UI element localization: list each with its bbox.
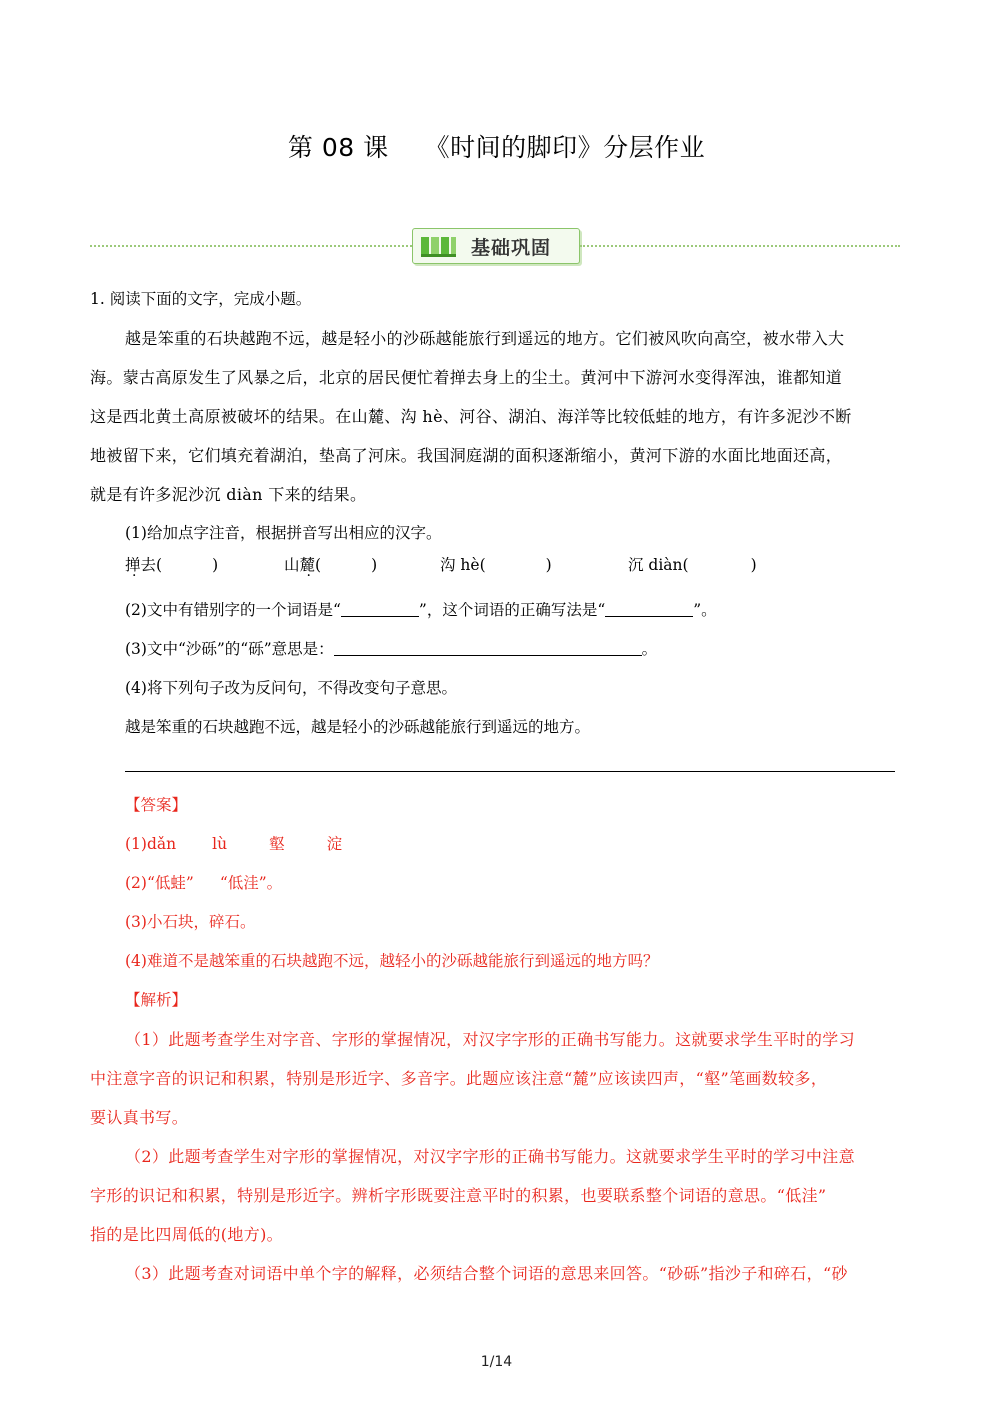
analysis-line-4: （2）此题考查学生对字形的掌握情况，对汉字字形的正确书写能力。这就要求学生平时的学习中注意	[125, 1147, 855, 1166]
pinyin-item-2: 山麓( )	[284, 556, 378, 574]
page-number: 1/14	[480, 1354, 513, 1370]
analysis-line-6: 指的是比四周低的(地方)。	[90, 1225, 284, 1244]
sub-question-2: (2)文中有错别字的一个词语是“ ”，这个词语的正确写法是“ ”。	[125, 601, 717, 619]
section-label-box	[412, 228, 580, 264]
answer-heading: 【答案】	[125, 796, 188, 814]
answer-blank-correct-word[interactable]	[605, 600, 693, 617]
passage-line-2: 海。蒙古高原发生了风暴之后，北京的居民便忙着掸去身上的尘土。黄河中下游河水变得浑浊，谁都知道	[90, 368, 843, 387]
dotted-char: 掸	[125, 556, 141, 574]
section-banner	[90, 228, 900, 264]
page-title	[0, 128, 993, 164]
analysis-line-5: 字形的识记和积累，特别是形近字。辨析字形既要注意平时的积累，也要联系整个词语的意思。“低洼”	[90, 1186, 827, 1205]
sub-question-4: (4)将下列句子改为反问句，不得改变句子意思。	[125, 679, 457, 697]
question-intro: 1. 阅读下面的文字，完成小题。	[90, 290, 312, 308]
analysis-line-3: 要认真书写。	[90, 1108, 189, 1127]
banner-divider-left	[90, 245, 412, 247]
sub-question-4-sentence: 越是笨重的石块越跑不远，越是轻小的沙砾越能旅行到遥远的地方。	[125, 718, 591, 736]
pinyin-item-1: 掸去( )	[125, 556, 219, 574]
passage-line-5: 就是有许多泥沙沉 diàn 下来的结果。	[90, 485, 367, 504]
lesson-number: 第 08 课	[287, 133, 389, 162]
section-label: 基础巩固	[471, 237, 552, 259]
banner-divider-right	[580, 245, 900, 247]
sub-question-1: (1)给加点字注音，根据拼音写出相应的汉字。	[125, 524, 442, 542]
analysis-heading: 【解析】	[125, 991, 188, 1009]
answer-2: (2)“低蛙” “低洼”。	[125, 874, 283, 892]
passage-line-1: 越是笨重的石块越跑不远，越是轻小的沙砾越能旅行到遥远的地方。它们被风吹向高空，被水带入大	[125, 329, 845, 348]
pinyin-item-3: 沟 hè( )	[440, 556, 552, 574]
analysis-line-7: （3）此题考查对词语中单个字的解释，必须结合整个词语的意思来回答。“砂砾”指沙子和碎石，“砂	[125, 1264, 848, 1283]
pinyin-item-4: 沉 diàn( )	[628, 556, 757, 574]
answer-blank-meaning[interactable]	[334, 639, 642, 656]
answer-blank-wrong-word[interactable]	[341, 600, 419, 617]
analysis-line-1: （1）此题考查学生对字音、字形的掌握情况，对汉字字形的正确书写能力。这就要求学生平时的学习	[125, 1030, 855, 1049]
answer-4: (4)难道不是越笨重的石块越跑不远，越轻小的沙砾越能旅行到遥远的地方吗？	[125, 952, 659, 970]
answer-3: (3)小石块，碎石。	[125, 913, 256, 931]
lesson-name: 《时间的脚印》分层作业	[424, 133, 706, 162]
book-icon	[421, 235, 457, 257]
analysis-line-2: 中注意字音的识记和积累，特别是形近字、多音字。此题应该注意“麓”应该读四声，“壑”笔画数较多，	[90, 1069, 828, 1088]
passage-line-3: 这是西北黄土高原被破坏的结果。在山麓、沟 hè、河谷、湖泊、海洋等比较低蛙的地方，有许多泥沙不断	[90, 407, 852, 426]
sub-question-3: (3)文中“沙砾”的“砾”意思是： 。	[125, 640, 658, 658]
answer-writing-line[interactable]	[125, 771, 895, 772]
answer-1: (1)dǎn lù 壑 淀	[125, 835, 343, 853]
dotted-char: 麓	[299, 556, 316, 574]
passage-line-4: 地被留下来，它们填充着湖泊，垫高了河床。我国洞庭湖的面积逐渐缩小，黄河下游的水面比地面还高，	[90, 446, 843, 465]
